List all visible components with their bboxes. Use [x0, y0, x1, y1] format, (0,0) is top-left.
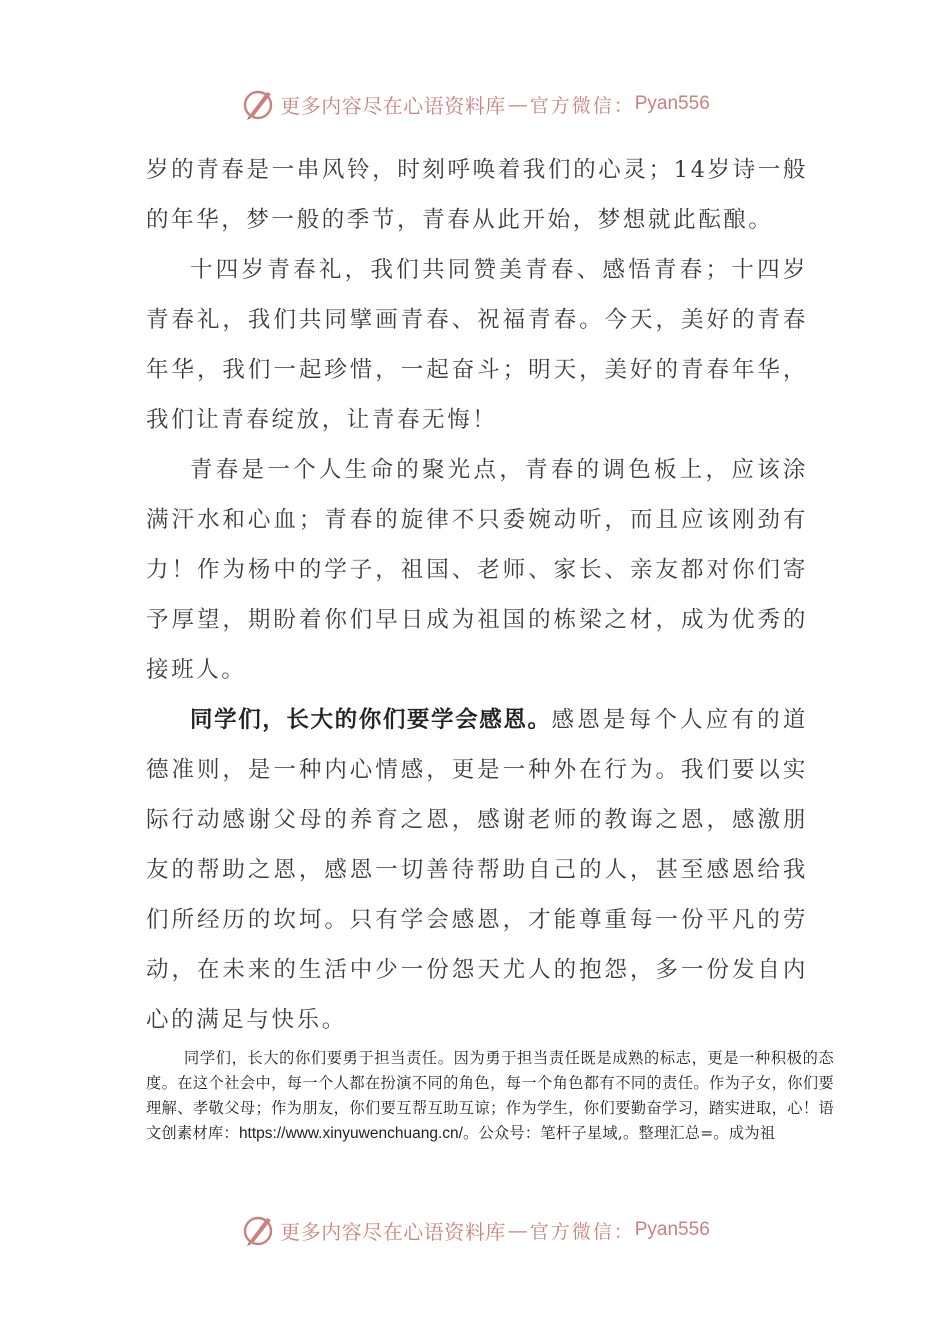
document-body — [146, 145, 808, 1045]
paragraph-4 — [146, 695, 808, 1045]
quill-pen-logo-icon — [240, 1212, 276, 1248]
small-print-main: 同学们，长大的你们要勇于担当责任。因为勇于担当责任既是成熟的标志，更是一种积极的态度。在这个社会中，每一个人都在扮演不同的角色，每一个角色都有不同的责任。作为子女，你们要理解、孝敬父母；作为朋友，你们要互帮互助互谅；作为学生，你们要勤奋学习，踏实进取，心！语文创素材库： — [146, 1049, 834, 1142]
paragraph-3: 青春是一个人生命的聚光点，青春的调色板上，应该涂满汗水和心血；青春的旋律不只委婉动听，而且应该刚劲有力！作为杨中的学子，祖国、老师、家长、亲友都对你们寄予厚望，期盼着你们早日成为祖国的栋梁之材，成为优秀的接班人。 — [146, 457, 808, 683]
quill-pen-logo-icon — [240, 86, 276, 122]
paragraph-1: 岁的青春是一串风铃，时刻呼唤着我们的心灵；14岁诗一般的年华，梦一般的季节，青春从此开始，梦想就此酝酿。 — [146, 157, 808, 233]
header-banner — [0, 84, 950, 124]
paragraph-4-text: 感恩是每个人应有的道德准则，是一种内心情感，更是一种外在行为。我们要以实际行动感谢父母的养育之恩，感谢老师的教诲之恩，感激朋友的帮助之恩，感恩一切善待帮助自己的人，甚至感恩给我们所经历的坎坷。只有学会感恩，才能尊重每一份平凡的劳动，在未来的生活中少一份怨天尤人的抱怨，多一份发自内心的满足与快乐。 — [146, 707, 808, 1033]
header-site-text: 更多内容尽在心语资料库 — [280, 93, 506, 118]
footer-banner — [0, 1210, 950, 1250]
footer-official-label: 官方微信： — [529, 1220, 635, 1243]
footer-separator: — — [507, 1218, 528, 1242]
footer-wechat-id: Pyan556 — [634, 1219, 710, 1240]
paragraph-2: 十四岁青春礼，我们共同赞美青春、感悟青春；十四岁青春礼，我们共同擘画青春、祝福青春。今天，美好的青春年华，我们一起珍惜，一起奋斗；明天，美好的青春年华，我们让青春绽放，让青春无悔！ — [146, 257, 808, 433]
small-print-paragraph — [146, 1046, 834, 1146]
small-print-tail: 。公众号：笔杆子星域,。整理汇总=。成为祖 — [462, 1124, 776, 1142]
header-official-label: 官方微信： — [529, 94, 635, 117]
header-wechat-id: Pyan556 — [634, 93, 710, 114]
header-separator: — — [507, 92, 528, 116]
website-url: https://www.xinyuwenchuang.cn/ — [238, 1125, 463, 1142]
paragraph-4-heading: 同学们，长大的你们要学会感恩。 — [190, 707, 552, 733]
footer-site-text: 更多内容尽在心语资料库 — [280, 1219, 506, 1244]
